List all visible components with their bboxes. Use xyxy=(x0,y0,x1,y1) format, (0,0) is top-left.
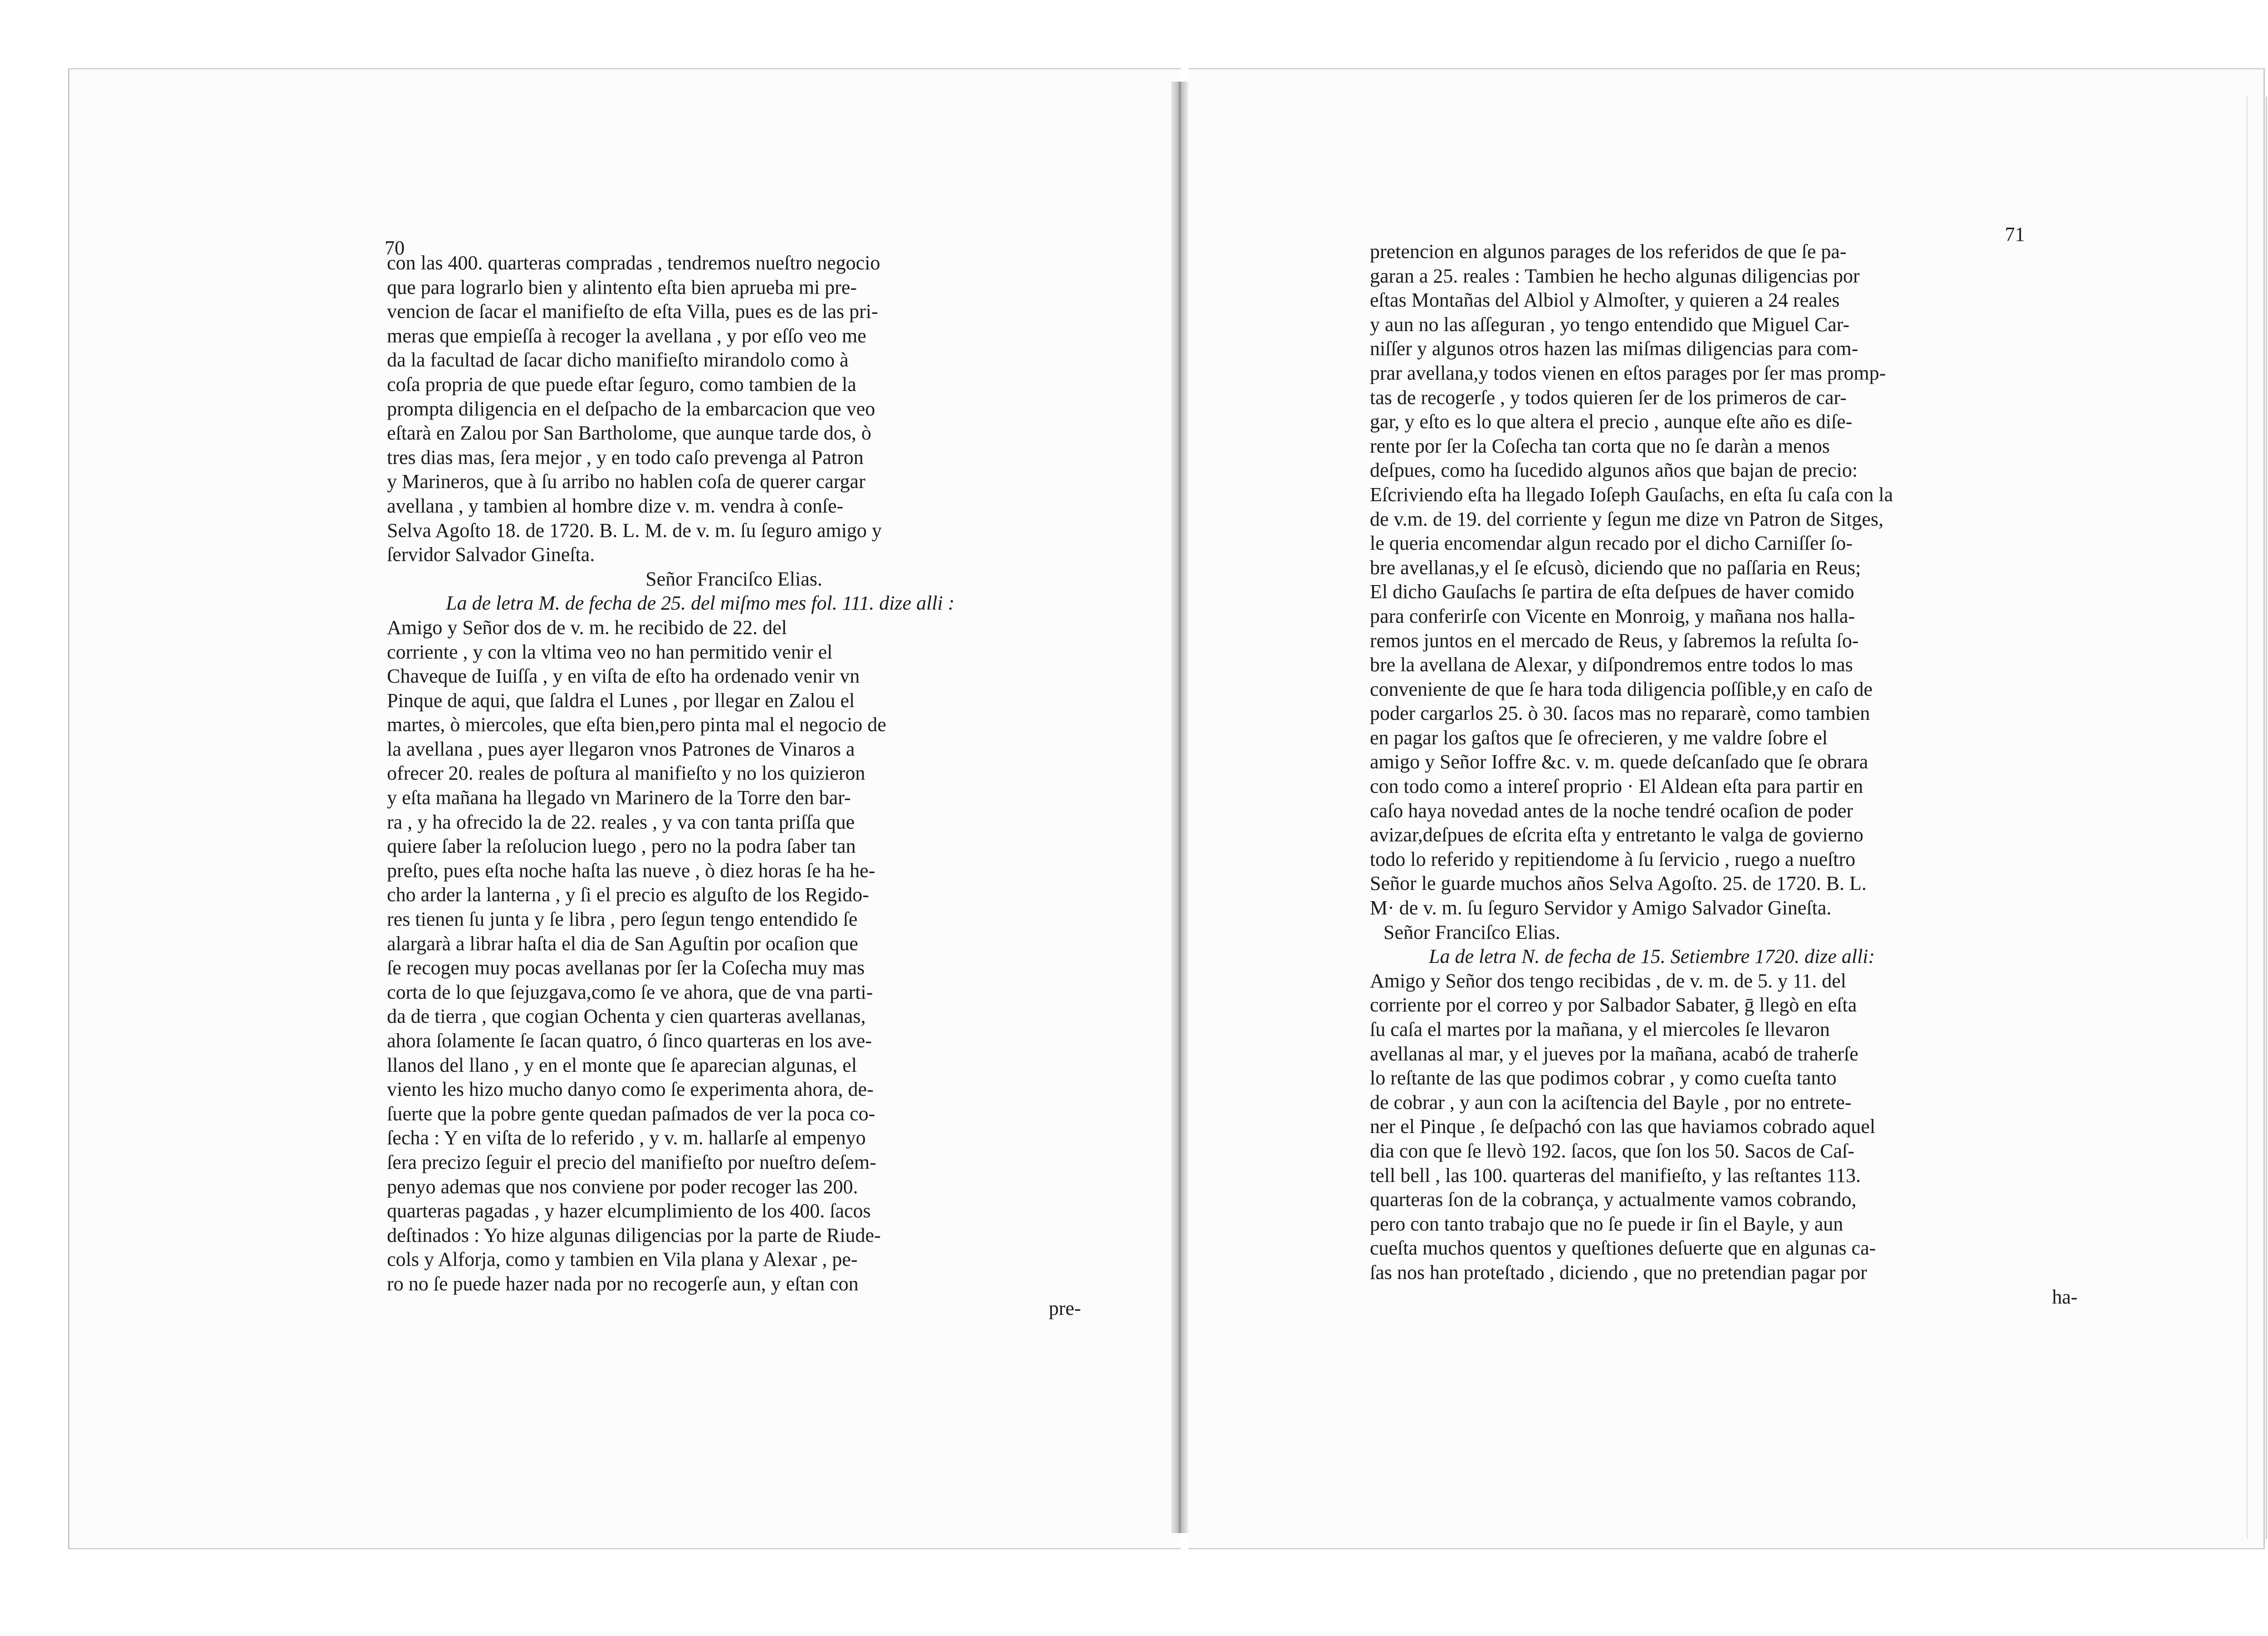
left-page-text xyxy=(387,251,1081,1320)
left-salutation: Señor Franciſco Elias. xyxy=(645,567,822,590)
text-line: ſervidor Salvador Gineſta. xyxy=(387,543,595,566)
text-line: conveniente de que ſe hara toda diligencia poſſible,y en caſo de xyxy=(1370,678,1873,700)
text-line: prompta diligencia en el deſpacho de la embarcacion que veo xyxy=(387,397,875,420)
text-line: corriente , y con la vltima veo no han permitido venir el xyxy=(387,640,833,663)
text-line: cueſta muchos quentos y queſtiones deſuerte que en algunas ca- xyxy=(1370,1237,1876,1260)
text-line: y Marineros, que à ſu arribo no hablen coſa de querer cargar xyxy=(387,470,865,493)
text-line: ſecha : Y en viſta de lo referido , y v. m. hallarſe al empenyo xyxy=(387,1127,866,1149)
text-line: llanos del llano , y en el monte que ſe aparecian algunas, el xyxy=(387,1054,857,1076)
text-line: Eſcriviendo eſta ha llegado Ioſeph Gauſachs, en eſta ſu caſa con la xyxy=(1370,483,1893,506)
right-opening-lines xyxy=(1370,239,2077,920)
text-line: coſa propria de que puede eſtar ſeguro, como tambien de la xyxy=(387,373,856,396)
text-line: para conferirſe con Vicente en Monroig, y mañana nos halla- xyxy=(1370,605,1855,627)
text-line: penyo ademas que nos conviene por poder recoger las 200. xyxy=(387,1175,858,1198)
text-line: res tienen ſu junta y ſe libra , pero ſegun tengo entendido ſe xyxy=(387,908,858,931)
text-line: en pagar los gaſtos que ſe ofrecieren, y me valdre ſobre el xyxy=(1370,726,1828,749)
text-line: ro no ſe puede hazer nada por no recogerſe aun, y eſtan con xyxy=(387,1272,859,1295)
text-line: quarteras pagadas , y hazer elcumplimiento de los 400. ſacos xyxy=(387,1200,871,1222)
text-line: deſtinados : Yo hize algunas diligencias por la parte de Riude- xyxy=(387,1224,881,1246)
text-line: con todo como a intereſ proprio · El Aldean eſta para partir en xyxy=(1370,775,1863,798)
text-line: avizar,deſpues de eſcrita eſta y entretanto le valga de govierno xyxy=(1370,824,1863,846)
text-line: ra , y ha ofrecido la de 22. reales , y va con tanta priſſa que xyxy=(387,811,855,833)
text-line: El dicho Gauſachs ſe partira de eſta deſpues de haver comido xyxy=(1370,581,1854,603)
text-line: eſtas Montañas del Albiol y Almoſter, y quieren a 24 reales xyxy=(1370,289,1840,312)
right-page-text xyxy=(1370,239,2077,1309)
text-line: avellanas al mar, y el jueves por la mañana, acabó de traherſe xyxy=(1370,1042,1858,1065)
text-line: Amigo y Señor dos de v. m. he recibido de 22. del xyxy=(387,616,787,639)
book-spread xyxy=(68,68,2263,1547)
right-letter-intro: La de letra N. de fecha de 15. Setiembre 1720. dize alli: xyxy=(1429,945,1875,968)
text-line: de v.m. de 19. del corriente y ſegun me dize vn Patron de Sitges, xyxy=(1370,508,1884,530)
text-line: tres dias mas, ſera mejor , y en todo caſo prevenga al Patron xyxy=(387,446,864,469)
text-line: corriente por el correo y por Salbador Sabater, ḡ llegò en eſta xyxy=(1370,994,1857,1016)
left-page xyxy=(68,68,1181,1549)
text-line: niſſer y algunos otros hazen las miſmas diligencias para com- xyxy=(1370,337,1858,360)
text-line: quiere ſaber la reſolucion luego , pero no la podra ſaber tan xyxy=(387,835,856,858)
text-line: poder cargarlos 25. ò 30. ſacos mas no repararè, como tambien xyxy=(1370,702,1870,725)
text-line: ner el Pinque , ſe deſpachó con las que haviamos cobrado aquel xyxy=(1370,1115,1876,1138)
text-line: Selva Agoſto 18. de 1720. B. L. M. de v. m. ſu ſeguro amigo y xyxy=(387,519,882,542)
page-stack-edge xyxy=(2247,97,2267,1539)
text-line: ſe recogen muy pocas avellanas por ſer la Coſecha muy mas xyxy=(387,957,865,979)
book-gutter xyxy=(1171,82,1188,1533)
text-line: preſto, pues eſta noche haſta las nueve , ò diez horas ſe ha he- xyxy=(387,859,875,882)
text-line: bre avellanas,y el ſe eſcusò, diciendo que no paſſaria en Reus; xyxy=(1370,556,1861,579)
text-line: Pinque de aqui, que ſaldra el Lunes , por llegar en Zalou el xyxy=(387,689,855,712)
text-line: lo reſtante de las que podimos cobrar , y como cueſta tanto xyxy=(1370,1067,1837,1089)
text-line: meras que empieſſa à recoger la avellana , y por eſſo veo me xyxy=(387,324,866,347)
text-line: Chaveque de Iuiſſa , y en viſta de eſto ha ordenado venir vn xyxy=(387,665,860,688)
text-line: quarteras ſon de la cobrança, y actualmente vamos cobrando, xyxy=(1370,1188,1857,1211)
text-line: ſuerte que la pobre gente quedan paſmados de ver la poca co- xyxy=(387,1102,875,1125)
left-opening-lines xyxy=(387,251,1081,567)
text-line: que para lograrlo bien y alintento eſta bien aprueba mi pre- xyxy=(387,276,857,298)
text-line: tell bell , las 100. quarteras del manifieſto, y las reſtantes 113. xyxy=(1370,1164,1861,1187)
left-letter-intro: La de letra M. de fecha de 25. del miſmo mes fol. 111. dize alli : xyxy=(446,592,955,615)
text-line: alargarà a librar haſta el dia de San Aguſtin por ocaſion que xyxy=(387,932,858,955)
page-number-right: 71 xyxy=(2005,223,2025,245)
text-line: le queria encomendar algun recado por el dicho Carniſſer ſo- xyxy=(1370,532,1853,555)
right-page xyxy=(1188,68,2265,1549)
text-line: viento les hizo mucho danyo como ſe experimenta ahora, de- xyxy=(387,1078,874,1101)
text-line: da de tierra , que cogian Ochenta y cien quarteras avellanas, xyxy=(387,1005,866,1028)
text-line: ſera precizo ſeguir el precio del manifieſto por nueſtro deſem- xyxy=(387,1151,876,1173)
right-salutation: Señor Franciſco Elias. xyxy=(1383,921,1560,943)
text-line: cols y Alforja, como y tambien en Vila plana y Alexar , pe- xyxy=(387,1248,858,1271)
left-letter-body xyxy=(387,615,1081,1296)
text-line: ofrecer 20. reales de poſtura al manifieſto y no los quizieron xyxy=(387,762,865,785)
text-line: vencion de ſacar el manifieſto de eſta Villa, pues es de las pri- xyxy=(387,300,878,323)
text-line: pero con tanto trabajo que no ſe puede ir ſin el Bayle, y aun xyxy=(1370,1212,1843,1235)
text-line: deſpues, como ha ſucedido algunos años que bajan de precio: xyxy=(1370,459,1858,482)
text-line: prar avellana,y todos vienen en eſtos parages por ſer mas promp- xyxy=(1370,361,1886,384)
right-letter-body xyxy=(1370,969,2077,1285)
right-catchword: ha- xyxy=(2052,1285,2077,1308)
text-line: cho arder la lanterna , y ſi el precio es alguſto de los Regido- xyxy=(387,884,869,906)
left-catchword: pre- xyxy=(1049,1297,1081,1319)
text-line: garan a 25. reales : Tambien he hecho algunas diligencias por xyxy=(1370,264,1860,287)
text-line: ſas nos han proteſtado , diciendo , que no pretendian pagar por xyxy=(1370,1261,1867,1284)
text-line: corta de lo que ſejuzgava,como ſe ve ahora, que de vna parti- xyxy=(387,981,873,1003)
text-line: rente por ſer la Coſecha tan corta que no ſe daràn a menos xyxy=(1370,435,1830,457)
text-line: ſu caſa el martes por la mañana, y el miercoles ſe llevaron xyxy=(1370,1018,1830,1040)
text-line: amigo y Señor Ioffre &c. v. m. quede deſcanſado que ſe obrara xyxy=(1370,751,1868,773)
text-line: Amigo y Señor dos tengo recibidas , de v. m. de 5. y 11. del xyxy=(1370,969,1847,992)
text-line: da la facultad de ſacar dicho manifieſto mirandolo como à xyxy=(387,349,849,371)
text-line: avellana , y tambien al hombre dize v. m. vendra à conſe- xyxy=(387,494,844,517)
text-line: de cobrar , y aun con la aciſtencia del Bayle , por no entrete- xyxy=(1370,1091,1852,1113)
text-line: y eſta mañana ha llegado vn Marinero de la Torre den bar- xyxy=(387,786,851,809)
text-line: con las 400. quarteras compradas , tendremos nueſtro negocio xyxy=(387,252,880,274)
text-line: martes, ò miercoles, que eſta bien,pero pinta mal el negocio de xyxy=(387,713,886,736)
text-line: Señor le guarde muchos años Selva Agoſto. 25. de 1720. B. L. xyxy=(1370,872,1867,895)
text-line: tas de recogerſe , y todos quieren ſer de los primeros de car- xyxy=(1370,386,1847,409)
text-line: y aun no las aſſeguran , yo tengo entendido que Miguel Car- xyxy=(1370,313,1850,336)
text-line: la avellana , pues ayer llegaron vnos Patrones de Vinaros a xyxy=(387,737,855,760)
text-line: caſo haya novedad antes de la noche tendré ocaſion de poder xyxy=(1370,799,1853,822)
text-line: pretencion en algunos parages de los referidos de que ſe pa- xyxy=(1370,240,1847,263)
text-line: ahora ſolamente ſe ſacan quatro, ó ſinco quarteras en los ave- xyxy=(387,1030,872,1052)
text-line: bre la avellana de Alexar, y diſpondremos entre todos lo mas xyxy=(1370,654,1853,676)
text-line: gar, y eſto es lo que altera el precio , aunque eſte año es diſe- xyxy=(1370,410,1853,433)
text-line: todo lo referido y repitiendome à ſu ſervicio , ruego a nueſtro xyxy=(1370,848,1856,870)
text-line: eſtarà en Zalou por San Bartholome, que aunque tarde dos, ò xyxy=(387,422,871,444)
text-line: remos juntos en el mercado de Reus, y ſabremos la reſulta ſo- xyxy=(1370,629,1859,652)
text-line: dia con que ſe llevò 192. ſacos, que ſon los 50. Sacos de Caſ- xyxy=(1370,1139,1854,1162)
text-line: M· de v. m. ſu ſeguro Servidor y Amigo Salvador Gineſta. xyxy=(1370,897,1832,919)
page-number-left: 70 xyxy=(385,237,405,259)
